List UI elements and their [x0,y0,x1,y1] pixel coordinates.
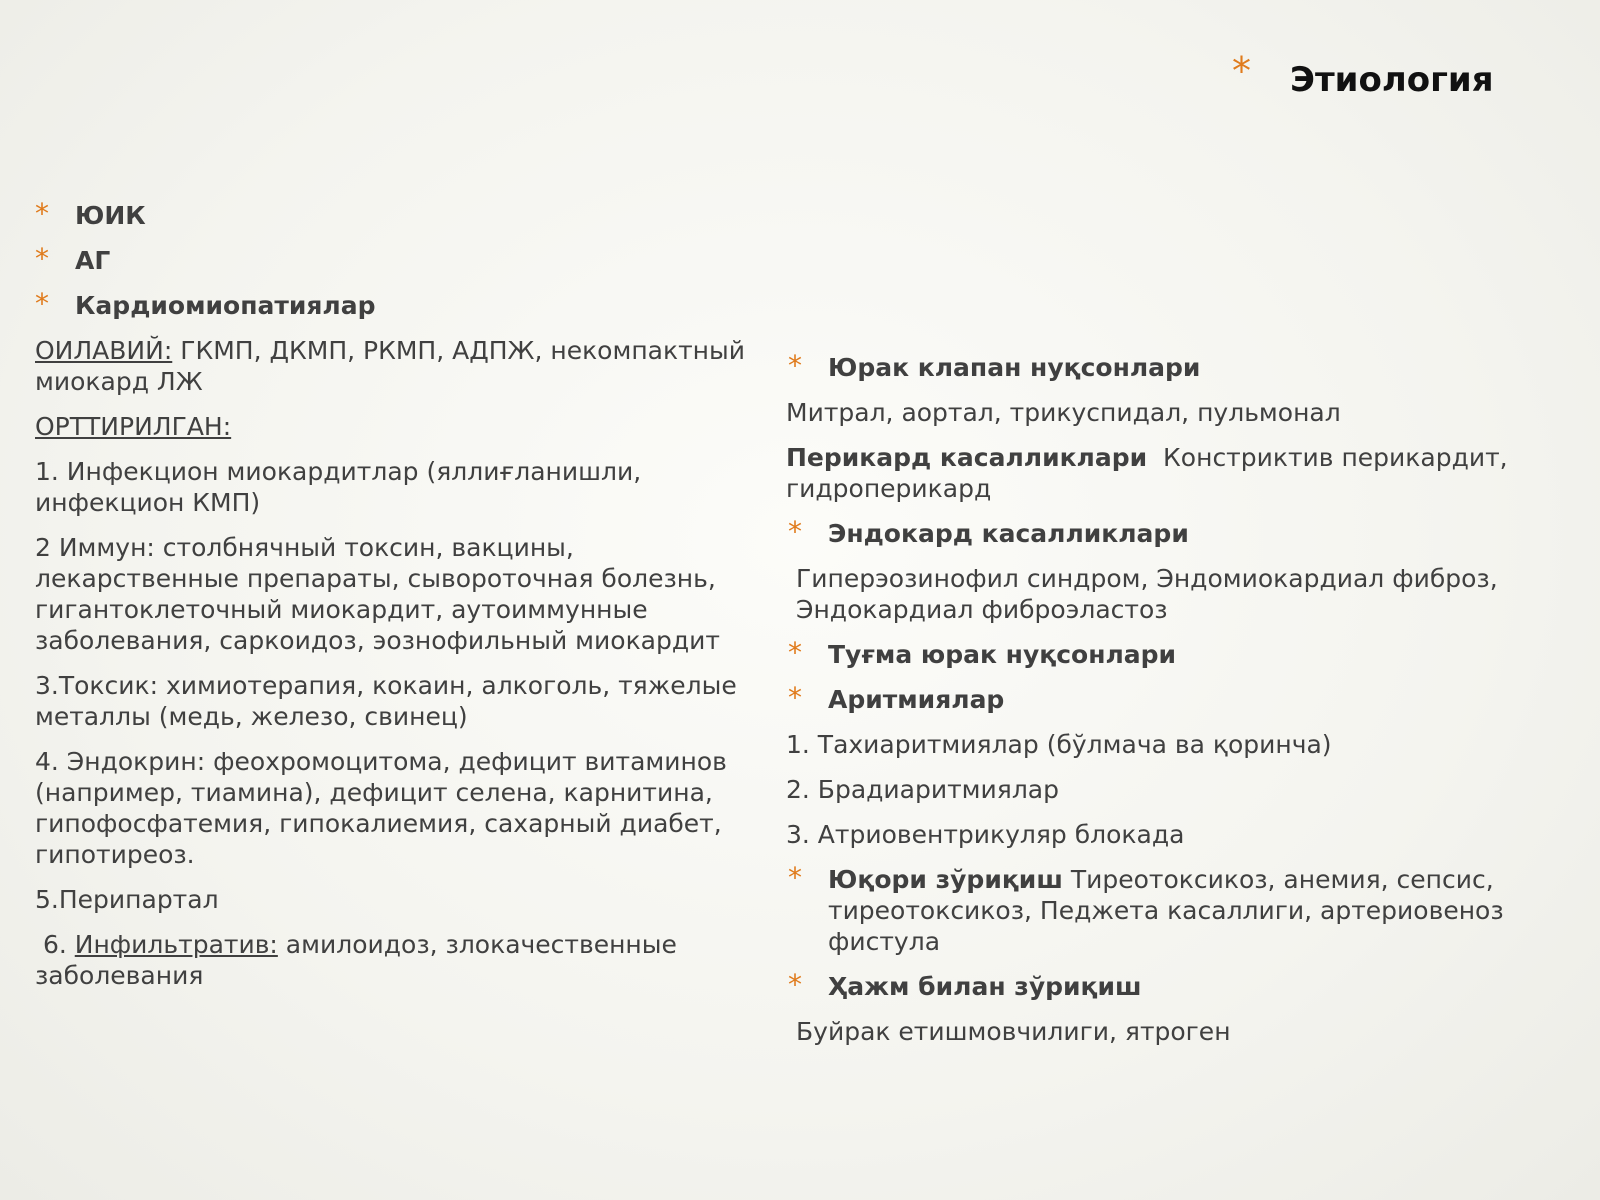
pericard-paragraph [786,442,1548,504]
arrhythmia-title: Аритмиялар [828,685,1005,714]
endocard-text: Гиперэозинофил синдром, Эндомиокардиал фиброз, Эндокардиал фиброэластоз [796,564,1498,624]
star-bullet-icon: * [35,242,49,275]
slide-title [1232,49,1494,108]
arrhythmia-item-1: 1. Тахиаритмиялар (бўлмача ва қоринча) [786,730,1332,759]
bullet-label: ЮИК [75,201,146,230]
list-item-6 [35,929,775,991]
oilaviy-label: ОИЛАВИЙ: [35,336,173,365]
bullet-item [35,197,775,231]
left-column [35,197,775,1005]
list-item-1: 1. Инфекцион миокардитлар (яллиғланишли, инфекцион КМП) [35,457,642,517]
list-item-6-label: Инфильтратив: [74,930,278,959]
arrhythmia-item-3: 3. Атриовентрикуляр блокада [786,820,1185,849]
orttirilgan-paragraph [35,411,775,442]
list-item-5: 5.Перипартал [35,885,219,914]
bullet-item [35,242,775,276]
bullet-item [788,861,1548,957]
volume-title: Ҳажм билан зўриқиш [828,972,1142,1001]
bullet-label: Кардиомиопатиялар [75,291,376,320]
bullet-item [788,515,1548,549]
congenital-title: Туғма юрак нуқсонлари [828,640,1177,669]
bullet-item [788,681,1548,715]
list-item-6-prefix: 6. [35,930,75,959]
volume-text: Буйрак етишмовчилиги, ятроген [796,1017,1231,1046]
bullet-item [35,287,775,321]
star-bullet-icon: * [788,636,802,669]
bullet-item [788,968,1548,1002]
pericard-title: Перикард касалликлари [786,443,1148,472]
star-bullet-icon: * [788,968,802,1001]
orttirilgan-label: ОРТТИРИЛГАН: [35,412,232,441]
bullet-item [788,349,1548,383]
highload-title: Юқори зўриқиш [828,865,1063,894]
star-bullet-icon: * [788,681,802,714]
list-item-4: 4. Эндокрин: феохромоцитома, дефицит витаминов (например, тиамина), дефицит селена, карнитина, гипофосфатемия, гипокалиемия, сахарный диабет, гипотиреоз. [35,747,727,869]
highload-paragraph [828,864,1548,957]
valve-title: Юрак клапан нуқсонлари [828,353,1201,382]
valve-text: Митрал, аортал, трикуспидал, пульмонал [786,398,1341,427]
oilaviy-paragraph [35,335,775,397]
bullet-item [788,636,1548,670]
star-bullet-icon: * [788,349,802,382]
list-item-3: 3.Токсик: химиотерапия, кокаин, алкоголь, тяжелые металлы (медь, железо, свинец) [35,671,737,731]
star-bullet-icon: * [35,287,49,320]
right-column [786,349,1548,1061]
highload-text: Тиреотоксикоз, анемия, сепсис, тиреотоксикоз, Педжета касаллиги, артериовеноз фистула [828,865,1504,956]
slide-title-text: Этиология [1290,60,1494,100]
oilaviy-text: ГКМП, ДКМП, РКМП, АДПЖ, некомпактный миокард ЛЖ [35,336,745,396]
list-item-6-text: амилоидоз, злокачественные заболевания [35,930,677,990]
bullet-label: АГ [75,246,111,275]
star-bullet-icon: * [788,861,802,894]
star-bullet-icon: * [1232,49,1251,93]
star-bullet-icon: * [35,197,49,230]
star-bullet-icon: * [788,515,802,548]
endocard-title: Эндокард касалликлари [828,519,1189,548]
arrhythmia-item-2: 2. Брадиаритмиялар [786,775,1059,804]
list-item-2: 2 Иммун: столбнячный токсин, вакцины, лекарственные препараты, сывороточная болезнь, гигантоклеточный миокардит, аутоиммунные заболевания, саркоидоз, эознофильный миокардит [35,533,720,655]
pericard-text: Констриктив перикардит, гидроперикард [786,443,1516,503]
